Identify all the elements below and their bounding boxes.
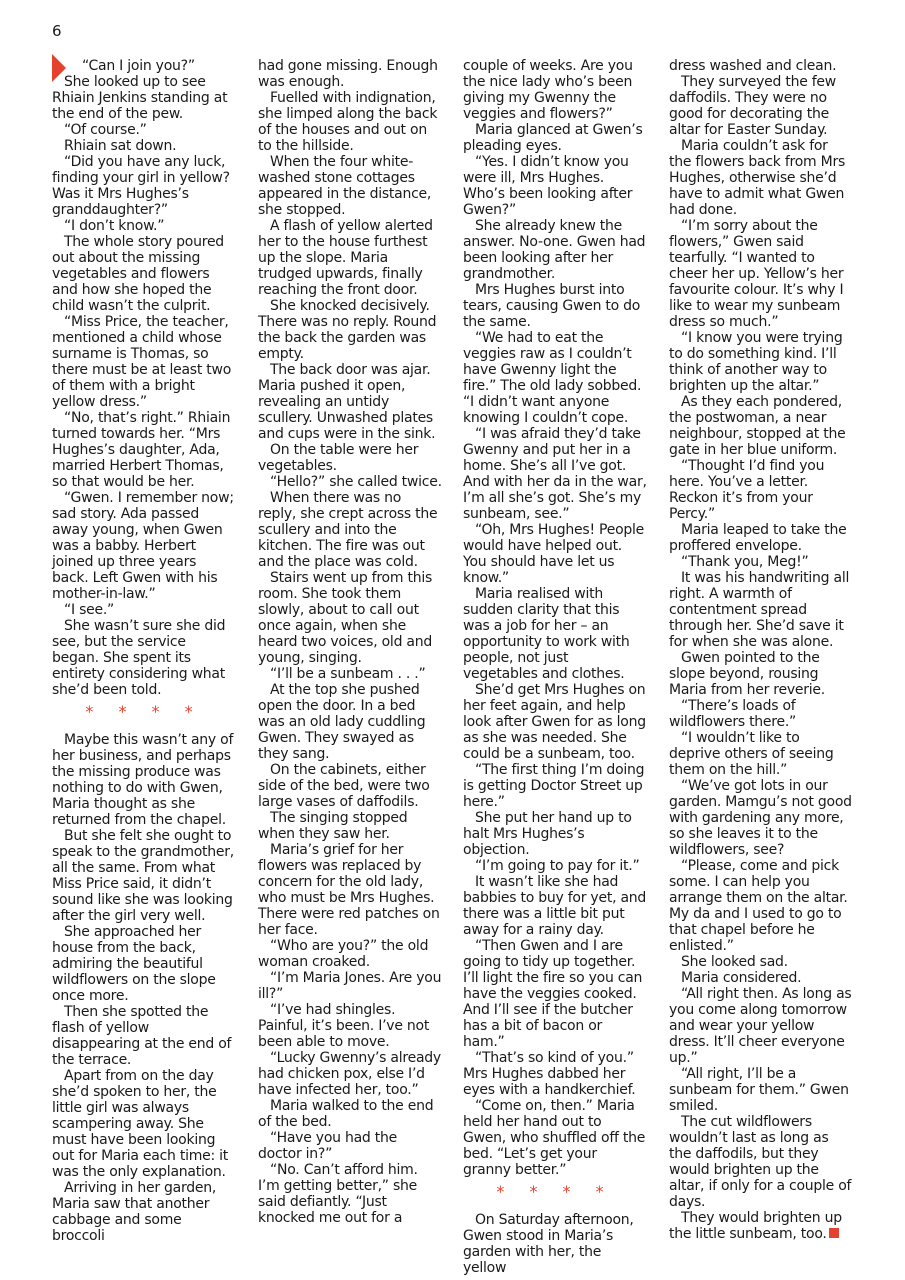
paragraph: dress washed and clean. [669, 58, 837, 74]
paragraph: “No, that’s right.” Rhiain turned towards her. “Mrs Hughes’s daughter, Ada, married Herbert Thomas, so that would be her. [52, 410, 231, 490]
paragraph: Rhiain sat down. [64, 138, 177, 154]
end-of-story-mark-icon [829, 1228, 839, 1238]
paragraph: Arriving in her garden, Maria saw that another cabbage and some broccoli [52, 1180, 217, 1244]
paragraph: “That’s so kind of you.” Mrs Hughes dabbed her eyes with a handkerchief. [463, 1050, 636, 1098]
paragraph: A flash of yellow alerted her to the house furthest up the slope. Maria trudged upwards, finally reaching the front door. [258, 218, 433, 298]
paragraph: Maybe this wasn’t any of her business, and perhaps the missing produce was nothing to do with Gwen, Maria thought as she returned from the chapel. [52, 732, 234, 828]
paragraph: She looked up to see Rhiain Jenkins standing at the end of the pew. [52, 74, 228, 122]
paragraph-group [463, 58, 647, 1178]
paragraph: On the table were her vegetables. [258, 442, 419, 474]
paragraph: She looked sad. [681, 954, 788, 970]
paragraph: “I don’t know.” [64, 218, 165, 234]
paragraph: “Oh, Mrs Hughes! People would have helped out. You should have let us know.” [463, 522, 645, 586]
paragraph: “I’ll be a sunbeam . . .” [270, 666, 426, 682]
paragraph: She approached her house from the back, admiring the beautiful wildflowers on the slope once more. [52, 924, 216, 1004]
paragraph: Maria glanced at Gwen’s pleading eyes. [463, 122, 643, 154]
paragraph: “Of course.” [64, 122, 147, 138]
paragraph: “Thank you, Meg!” [681, 554, 809, 570]
paragraph: had gone missing. Enough was enough. [258, 58, 438, 90]
paragraph: When the four white-washed stone cottages appeared in the distance, she stopped. [258, 154, 432, 218]
paragraph: Gwen pointed to the slope beyond, rousing Maria from her reverie. [669, 650, 825, 698]
paragraph: She wasn’t sure she did see, but the service began. She spent its entirety considering what she’d been told. [52, 618, 226, 698]
paragraph: Mrs Hughes burst into tears, causing Gwen to do the same. [463, 282, 641, 330]
paragraph: The back door was ajar. Maria pushed it open, revealing an untidy scullery. Unwashed plates and cups were in the sink. [258, 362, 436, 442]
paragraph: The singing stopped when they saw her. [258, 810, 408, 842]
paragraph: “There’s loads of wildflowers there.” [669, 698, 797, 730]
paragraph: “We had to eat the veggies raw as I couldn’t have Gwenny light the fire.” The old lady sobbed. “I didn’t want anyone knowing I couldn’t cope. [463, 330, 642, 426]
text-column-2 [258, 58, 442, 1226]
paragraph: “Yes. I didn’t know you were ill, Mrs Hughes. Who’s been looking after Gwen?” [463, 154, 633, 218]
text-column-4 [669, 58, 853, 1242]
paragraph: “The first thing I’m doing is getting Doctor Street up here.” [463, 762, 645, 810]
paragraph: As they each pondered, the postwoman, a near neighbour, stopped at the gate in her blue uniform. [669, 394, 846, 458]
paragraph: “Miss Price, the teacher, mentioned a child whose surname is Thomas, so there must be at least two of them with a bright yellow dress.” [52, 314, 232, 410]
paragraph: Maria realised with sudden clarity that this was a job for her – an opportunity to work with people, not just vegetables and clothes. [463, 586, 630, 682]
paragraph: couple of weeks. Are you the nice lady who’s been giving my Gwenny the veggies and flowers?” [463, 58, 633, 122]
paragraph: “Did you have any luck, finding your girl in yellow? Was it Mrs Hughes’s granddaughter?” [52, 154, 230, 218]
paragraph: “Hello?” she called twice. [270, 474, 442, 490]
paragraph: “I wouldn’t like to deprive others of seeing them on the hill.” [669, 730, 834, 778]
paragraph: She already knew the answer. No-one. Gwen had been looking after her grandmother. [463, 218, 646, 282]
paragraph: On the cabinets, either side of the bed, were two large vases of daffodils. [258, 762, 430, 810]
text-column-1 [52, 58, 236, 1244]
paragraph: “Please, come and pick some. I can help you arrange them on the altar. My da and I used to go to that chapel before he enlisted.” [669, 858, 848, 954]
paragraph: “I’m sorry about the flowers,” Gwen said tearfully. “I wanted to cheer her up. Yellow’s her favourite colour. It’s why I like to wear my sunbeam dress so much.” [669, 218, 844, 330]
paragraph: The cut wildflowers wouldn’t last as long as the daffodils, but they would brighten up the altar, if only for a couple of days. [669, 1114, 852, 1210]
paragraph: “Thought I’d find you here. You’ve a letter. Reckon it’s from your Percy.” [669, 458, 825, 522]
paragraph: But she felt she ought to speak to the grandmother, all the same. From what Miss Price said, it didn’t sound like she was looking after the girl very well. [52, 828, 234, 924]
text-column-3 [463, 58, 647, 1276]
paragraph: “All right, I’ll be a sunbeam for them.” Gwen smiled. [669, 1066, 849, 1114]
paragraph: They surveyed the few daffodils. They were no good for decorating the altar for Easter Sunday. [669, 74, 836, 138]
paragraph: Maria walked to the end of the bed. [258, 1098, 434, 1130]
paragraph: “Gwen. I remember now; sad story. Ada passed away young, when Gwen was a babby. Herbert joined up three years back. Left Gwen with his mother-in-law.” [52, 490, 234, 602]
paragraph: “All right then. As long as you come along tomorrow and wear your yellow dress. It’ll cheer everyone up.” [669, 986, 852, 1066]
paragraph: “I’m going to pay for it.” [475, 858, 640, 874]
paragraph: When there was no reply, she crept across the scullery and into the kitchen. The fire was out and the place was cold. [258, 490, 438, 570]
paragraph: At the top she pushed open the door. In a bed was an old lady cuddling Gwen. They swayed as they sang. [258, 682, 426, 762]
paragraph: “I’m Maria Jones. Are you ill?” [258, 970, 442, 1002]
paragraph: Maria leaped to take the proffered envelope. [669, 522, 847, 554]
paragraph: Maria couldn’t ask for the flowers back from Mrs Hughes, otherwise she’d have to admit what Gwen had done. [669, 138, 846, 218]
paragraph: Fuelled with indignation, she limped along the back of the houses and out on to the hillside. [258, 90, 438, 154]
paragraph: “I’ve had shingles. Painful, it’s been. I’ve not been able to move. [258, 1002, 430, 1050]
paragraph-group [52, 732, 236, 1244]
paragraph: “Come on, then.” Maria held her hand out to Gwen, who shuffled off the bed. “Let’s get your granny better.” [463, 1098, 646, 1178]
section-break-stars: * * * * [496, 1182, 614, 1201]
paragraph: “I was afraid they’d take Gwenny and put her in a home. She’s all I’ve got. And with her da in the war, I’m all she’s got. She’s my sunbeam, see.” [463, 426, 647, 522]
paragraph: “Who are you?” the old woman croaked. [258, 938, 429, 970]
paragraph-group [258, 58, 442, 1226]
paragraph: Then she spotted the flash of yellow disappearing at the end of the terrace. [52, 1004, 232, 1068]
paragraph: She put her hand up to halt Mrs Hughes’s objection. [463, 810, 632, 858]
paragraph: It wasn’t like she had babbies to buy for yet, and there was a little bit put away for a rainy day. [463, 874, 647, 938]
paragraph: The whole story poured out about the missing vegetables and flowers and how she hoped the child wasn’t the culprit. [52, 234, 224, 314]
page-number: 6 [52, 22, 62, 40]
paragraph: Maria considered. [681, 970, 802, 986]
paragraph-group [669, 58, 853, 1242]
paragraph: “Lucky Gwenny’s already had chicken pox, else I’d have infected her, too.” [258, 1050, 441, 1098]
paragraph: She’d get Mrs Hughes on her feet again, and help look after Gwen for as long as she was needed. She could be a sunbeam, too. [463, 682, 646, 762]
paragraph: Apart from on the day she’d spoken to her, the little girl was always scampering away. She must have been looking out for Maria each time: it was the only explanation. [52, 1068, 229, 1180]
paragraph: She knocked decisively. There was no reply. Round the back the garden was empty. [258, 298, 437, 362]
paragraph: “We’ve got lots in our garden. Mamgu’s not good with gardening any more, so she leaves it to the wildflowers, see? [669, 778, 852, 858]
section-break-stars: * * * * [85, 702, 203, 721]
paragraph: “No. Can’t afford him. I’m getting better,” she said defiantly. “Just knocked me out for a [258, 1162, 418, 1226]
paragraph-group [463, 1212, 647, 1276]
paragraph-group [52, 58, 236, 698]
paragraph: They would brighten up the little sunbeam, too. [669, 1210, 842, 1242]
paragraph: “Have you had the doctor in?” [258, 1130, 397, 1162]
paragraph: Maria’s grief for her flowers was replaced by concern for the old lady, who must be Mrs Hughes. There were red patches on her face. [258, 842, 440, 938]
paragraph: “Then Gwen and I are going to tidy up together. I’ll light the fire so you can have the veggies cooked. And I’ll see if the butcher has a bit of bacon or ham.” [463, 938, 643, 1050]
paragraph: It was his handwriting all right. A warmth of contentment spread through her. She’d save it for when she was alone. [669, 570, 850, 650]
paragraph: Stairs went up from this room. She took them slowly, about to call out once again, when she heard two voices, old and young, singing. [258, 570, 433, 666]
paragraph: “I know you were trying to do something kind. I’ll think of another way to brighten up the altar.” [669, 330, 843, 394]
paragraph: “I see.” [64, 602, 115, 618]
paragraph: On Saturday afternoon, Gwen stood in Maria’s garden with her, the yellow [463, 1212, 634, 1276]
paragraph: “Can I join you?” [82, 58, 195, 74]
